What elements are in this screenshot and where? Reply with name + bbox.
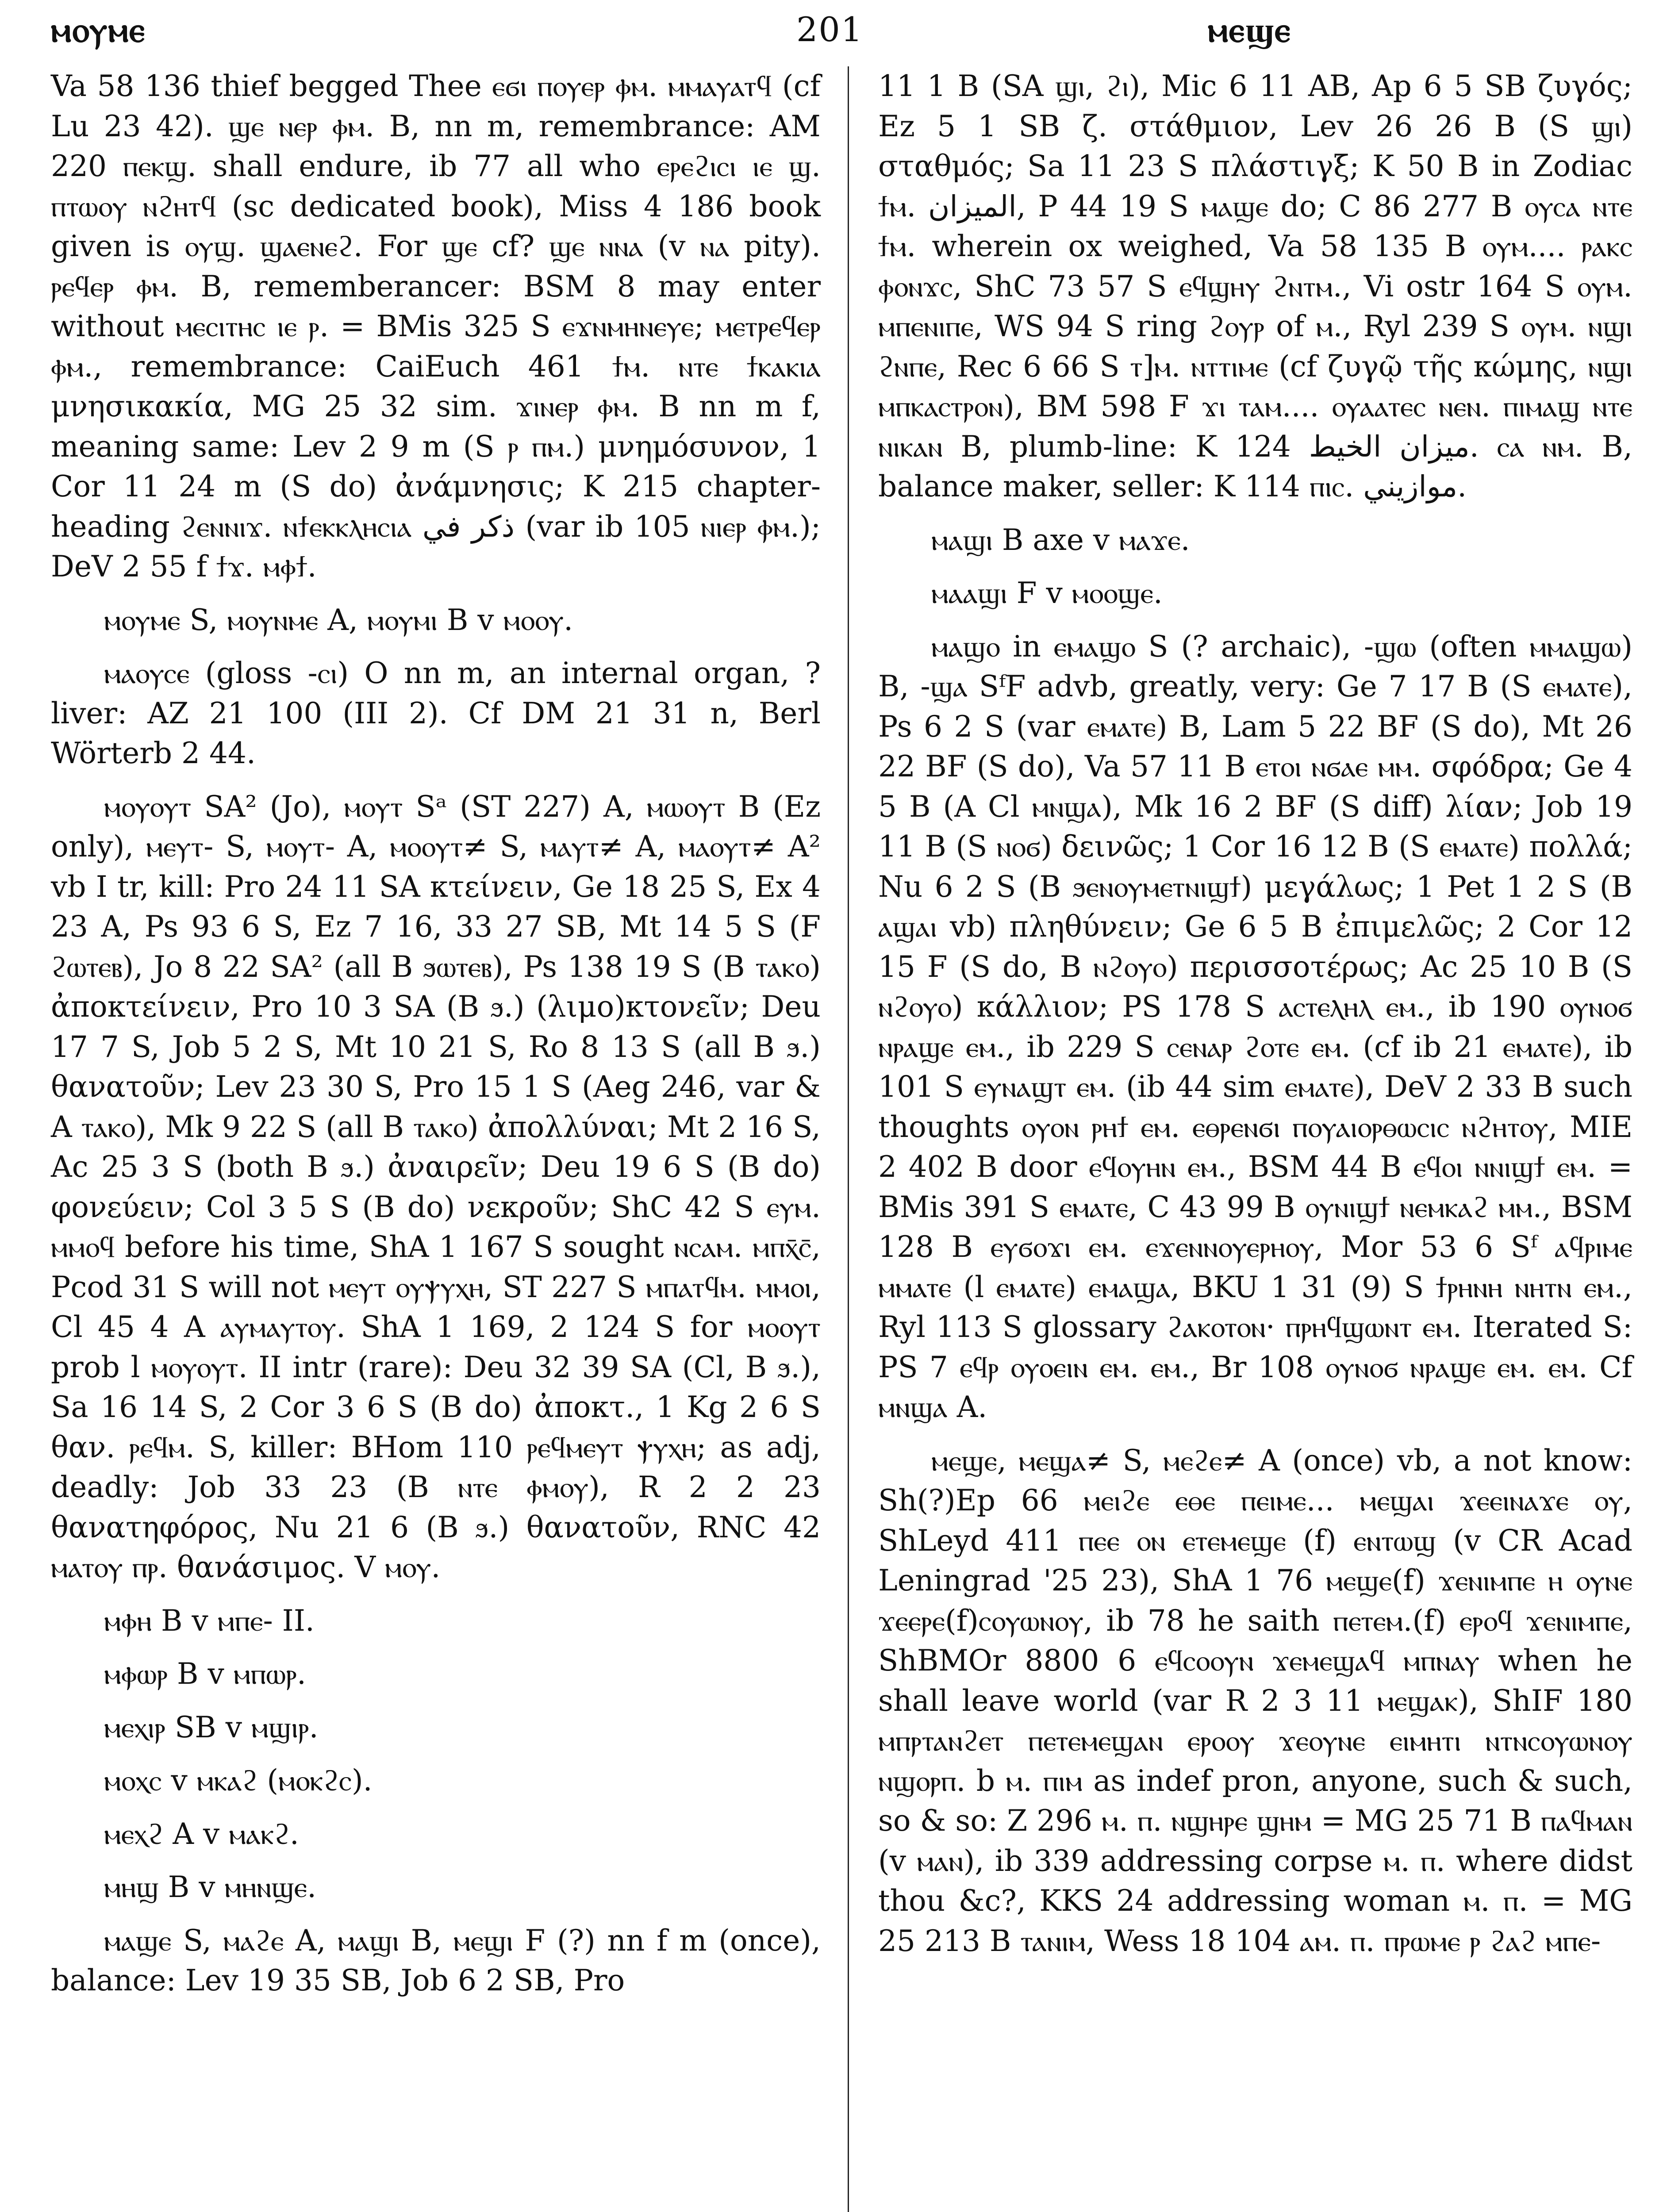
entry-text: Va 58 136 thief begged Thee ⲉϭⲓ ⲡⲟⲩⲉⲣ ⲫⲙ. ⲙⲙⲁⲩⲁⲧϥ (cf Lu 23 42). ϣⲉ ⲛⲉⲣ ⲫⲙ. B, nn m, remembrance: AM 220 ⲡⲉⲕϣ. shall endure, ib 77 all who ⲉⲣⲉϩⲓⲥⲓ ⲓⲉ ϣ. ⲡⲧⲱⲟⲩ ⲛϩⲏⲧϥ (sc dedicated book), Miss 4 186 book given is ⲟⲩϣ. ϣⲁⲉⲛⲉϩ. For ϣⲉ cf? ϣⲉ ⲛⲛⲁ (v ⲛⲁ pity). ⲣⲉϥⲉⲣ ⲫⲙ. B, rememberancer: BSM 8 may enter without ⲙⲉⲥⲓⲧⲏⲥ ⲓⲉ ⲣ. = BMis 325 S ⲉϫⲛⲙⲏⲛⲉⲩⲉ; ⲙⲉⲧⲣⲉϥⲉⲣ ⲫⲙ., remembrance: CaiEuch 461 ϯⲙ. ⲛⲧⲉ ϯⲕⲁⲕⲓⲁ μνησικακία, MG 25 32 sim. ϫⲓⲛⲉⲣ ⲫⲙ. B nn m f, meaning same: Lev 2 9 m (S ⲣ ⲡⲙ.) μνημόσυνον, 1 Cor 11 24 m (S do) ἀνάμνησις; K 215 chapter-heading ϩⲉⲛⲛⲓϫ. ⲛϯⲉⲕⲕⲗⲏⲥⲓⲁ ذكر في (var ib 105 ⲛⲓⲉⲣ ⲫⲙ.); DeV 2 55 f ϯϫ. ⲙⲫϯ. xyxy=(51,69,821,584)
running-head-left: ⲙⲟⲩⲙⲉ xyxy=(51,10,146,50)
entry-text: ⲙⲫⲏ B v ⲙⲡⲉ- II. xyxy=(104,1603,315,1638)
entry-text: ⲙⲉⲭⲓⲣ SB v ⲙϣⲓⲣ. xyxy=(104,1710,319,1744)
left-column xyxy=(51,66,821,2014)
entry-text: ⲙⲉϣⲉ, ⲙⲉϣⲁ≠ S, ⲙⲉϩⲉ≠ A (once) vb, a not know: Sh(?)Ep 66 ⲙⲉⲓϩⲉ ⲉⲑⲉ ⲡⲉⲓⲙⲉ... ⲙⲉϣⲁⲓ ϫⲉⲉⲓⲛⲁϫⲉ ⲟⲩ, ShLeyd 411 ⲡⲉⲉ ⲟⲛ ⲉⲧⲉⲙⲉϣⲉ (f) ⲉⲛⲧⲱϣ (v CR Acad Leningrad '25 23), ShA 1 76 ⲙⲉϣⲉ(f) ϫⲉⲛⲓⲙⲡⲉ ⲏ ⲟⲩⲛⲉ ϫⲉⲉⲣⲉ(f)ⲥⲟⲩⲱⲛⲟⲩ, ib 78 he saith ⲡⲉⲧⲉⲙ.(f) ⲉⲣⲟϥ ϫⲉⲛⲓⲙⲡⲉ, ShBMOr 8800 6 ⲉϥⲥⲟⲟⲩⲛ ϫⲉⲙⲉϣⲁϥ ⲙⲡⲛⲁⲩ when he shall leave world (var R 2 3 11 ⲙⲉϣⲁⲕ), ShIF 180 ⲙⲡⲣⲧⲁⲛϩⲉⲧ ⲡⲉⲧⲉⲙⲉϣⲁⲛ ⲉⲣⲟⲟⲩ ϫⲉⲟⲩⲛⲉ ⲉⲓⲙⲏⲧⲓ ⲛⲧⲛⲥⲟⲩⲱⲛⲟⲩ ⲛϣⲟⲣⲡ. b ⲙ. ⲡⲓⲙ as indef pron, anyone, such & such, so & so: Z 296 ⲙ. ⲡ. ⲛϣⲏⲣⲉ ϣⲏⲙ = MG 25 71 B ⲡⲁϥⲙⲁⲛ (v ⲙⲁⲛ), ib 339 addressing corpse ⲙ. ⲡ. where didst thou &c?, KKS 24 addressing woman ⲙ. ⲡ. = MG 25 213 B ⲧⲁⲛⲓⲙ, Wess 18 104 ⲁⲙ. ⲡ. ⲡⲣⲱⲙⲉ ⲣ ϩⲁϩ ⲙⲡⲉ- xyxy=(878,1443,1632,1958)
entry-text: ⲙⲁϣⲟ in ⲉⲙⲁϣⲟ S (? archaic), -ϣⲱ (often ⲙⲙⲁϣⲱ) B, -ϣⲁ SᶠF advb, greatly, very: Ge 7 17 B (S ⲉⲙⲁⲧⲉ), Ps 6 2 S (var ⲉⲙⲁⲧⲉ) B, Lam 5 22 BF (S do), Mt 26 22 BF (S do), Va 57 11 B ⲉⲧⲟⲓ ⲛϭⲁⲉ ⲙⲙ. σφόδρα; Ge 4 5 B (A Cl ⲙⲛϣⲁ), Mk 16 2 BF (S diff) λίαν; Job 19 11 B (S ⲛⲟϭ) δεινῶς; 1 Cor 16 12 B (S ⲉⲙⲁⲧⲉ) πολλά; Nu 6 2 S (B ϧⲉⲛⲟⲩⲙⲉⲧⲛⲓϣϯ) μεγάλως; 1 Pet 1 2 S (B ⲁϣⲁⲓ vb) πληθύνειν; Ge 6 5 B ἐπιμελῶς; 2 Cor 12 15 F (S do, B ⲛϩⲟⲩⲟ) περισσοτέρως; Ac 25 10 B (S ⲛϩⲟⲩⲟ) κάλλιον; PS 178 S ⲁⲥⲧⲉⲗⲏⲗ ⲉⲙ., ib 190 ⲟⲩⲛⲟϭ ⲛⲣⲁϣⲉ ⲉⲙ., ib 229 S ⲥⲉⲛⲁⲣ ϩⲟⲧⲉ ⲉⲙ. (cf ib 21 ⲉⲙⲁⲧⲉ), ib 101 S ⲉⲩⲛⲁϣⲧ ⲉⲙ. (ib 44 sim ⲉⲙⲁⲧⲉ), DeV 2 33 B such thoughts ⲟⲩⲟⲛ ⲣⲏϯ ⲉⲙ. ⲉⲑⲣⲉⲛϭⲓ ⲡⲟⲩⲁⲓⲟⲣⲑⲱⲥⲓⲥ ⲛϩⲏⲧⲟⲩ, MIE 2 402 B door ⲉϥⲟⲩⲏⲛ ⲉⲙ., BSM 44 B ⲉϥⲟⲓ ⲛⲛⲓϣϯ ⲉⲙ. = BMis 391 S ⲉⲙⲁⲧⲉ, C 43 99 B ⲟⲩⲛⲓϣϯ ⲛⲉⲙⲕⲁϩ ⲙⲙ., BSM 128 B ⲉⲩϭⲟϫⲓ ⲉⲙ. ⲉϫⲉⲛⲛⲟⲩⲉⲣⲏⲟⲩ, Mor 53 6 Sᶠ ⲁϥⲣⲓⲙⲉ ⲙⲙⲁⲧⲉ (l ⲉⲙⲁⲧⲉ) ⲉⲙⲁϣⲁ, BKU 1 31 (9) S ϯⲣⲏⲛⲏ ⲛⲏⲧⲛ ⲉⲙ., Ryl 113 S glossary ϩⲁⲕⲟⲧⲟⲛ· ⲡⲣⲏϥϣⲱⲛⲧ ⲉⲙ. Iterated S: PS 7 ⲉϥⲣ ⲟⲩⲟⲉⲓⲛ ⲉⲙ. ⲉⲙ., Br 108 ⲟⲩⲛⲟϭ ⲛⲣⲁϣⲉ ⲉⲙ. ⲉⲙ. Cf ⲙⲛϣⲁ A. xyxy=(878,629,1632,1424)
entry-text: ⲙⲁϣⲉ S, ⲙⲁϩⲉ A, ⲙⲁϣⲓ B, ⲙⲉϣⲓ F (?) nn f m (once), balance: Lev 19 35 SB, Job 6 2 SB, Pro xyxy=(51,1923,821,1997)
entry-text: ⲙⲁϣⲓ B axe v ⲙⲁϫⲉ. xyxy=(931,522,1190,557)
running-head-right: ⲙⲉϣⲉ xyxy=(1208,10,1291,50)
page-number: 201 xyxy=(796,10,864,49)
entry-text: ⲙⲟⲩⲟⲩⲧ SA² (Jo), ⲙⲟⲩⲧ Sᵃ (ST 227) A, ⲙⲱⲟⲩⲧ B (Ez only), ⲙⲉⲩⲧ- S, ⲙⲟⲩⲧ- A, ⲙⲟⲟⲩⲧ≠ S, ⲙⲁⲩⲧ≠ A, ⲙⲁⲟⲩⲧ≠ A² vb I tr, kill: Pro 24 11 SA κτείνειν, Ge 18 25 S, Ex 4 23 A, Ps 93 6 S, Ez 7 16, 33 27 SB, Mt 14 5 S (F ϩⲱⲧⲉⲃ), Jo 8 22 SA² (all B ϧⲱⲧⲉⲃ), Ps 138 19 S (B ⲧⲁⲕⲟ) ἀποκτείνειν, Pro 10 3 SA (B ϧ.) (λιμο)κτονεῖν; Deu 17 7 S, Job 5 2 S, Mt 10 21 S, Ro 8 13 S (all B ϧ.) θανατοῦν; Lev 23 30 S, Pro 15 1 S (Aeg 246, var & A ⲧⲁⲕⲟ), Mk 9 22 S (all B ⲧⲁⲕⲟ) ἀπολλύναι; Mt 2 16 S, Ac 25 3 S (both B ϧ.) ἀναιρεῖν; Deu 19 6 S (B do) φονεύειν; Col 3 5 S (B do) νεκροῦν; ShC 42 S ⲉⲩⲙ. ⲙⲙⲟϥ before his time, ShA 1 167 S sought ⲛⲥⲁⲙ. ⲙⲡⲭ̄ⲥ̄, Pcod 31 S will not ⲙⲉⲩⲧ ⲟⲩⲯⲩⲭⲏ, ST 227 S ⲙⲡⲁⲧϥⲙ. ⲙⲙⲟⲓ, Cl 45 4 A ⲁⲩⲙⲁⲩⲧⲟⲩ. ShA 1 169, 2 124 S for ⲙⲟⲟⲩⲧ prob l ⲙⲟⲩⲟⲩⲧ. II intr (rare): Deu 32 39 SA (Cl, B ϧ.), Sa 16 14 S, 2 Cor 3 6 S (B do) ἀποκτ., 1 Kg 2 6 S θαν. ⲣⲉϥⲙ. S, killer: BHom 110 ⲣⲉϥⲙⲉⲩⲧ ⲯⲩⲭⲏ; as adj, deadly: Job 33 23 (B ⲛⲧⲉ ⲫⲙⲟⲩ), R 2 2 23 θανατηφόρος, Nu 21 6 (B ϧ.) θανατοῦν, RNC 42 ⲙⲁⲧⲟⲩ ⲡⲣ. θανάσιμος. V ⲙⲟⲩ. xyxy=(51,789,821,1584)
entry-text: ⲙⲟⲭⲥ v ⲙⲕⲁϩ (ⲙⲟⲕϩⲥ). xyxy=(104,1763,373,1797)
entry-text: ⲙⲉⲭϩ A v ⲙⲁⲕϩ. xyxy=(104,1816,299,1851)
entry-text: ⲙⲁⲟⲩⲥⲉ (gloss -ⲥⲓ) O nn m, an internal organ, ? liver: AZ 21 100 (III 2). Cf DM 21 31 n, Berl Wörterb 2 44. xyxy=(51,656,821,770)
right-column xyxy=(878,66,1632,1974)
entry-text: ⲙⲁⲁϣⲓ F v ⲙⲟⲟϣⲉ. xyxy=(931,576,1163,610)
entry-text: ⲙⲏϣ B v ⲙⲏⲛϣⲉ. xyxy=(104,1870,317,1904)
entry-text: 11 1 B (SA ϣⲓ, ϩⲓ), Mic 6 11 AB, Ap 6 5 SB ζυγός; Ez 5 1 SB ζ. στάθμιον, Lev 26 26 B (S ϣⲓ) σταθμός; Sa 11 23 S πλάστιγξ; K 50 B in Zodiac ϯⲙ. الميزان, P 44 19 S ⲙⲁϣⲉ do; C 86 277 B ⲟⲩⲥⲁ ⲛⲧⲉ ϯⲙ. wherein ox weighed, Va 58 135 B ⲟⲩⲙ.... ⲣⲁⲕⲥ ⲫⲟⲛϫⲥ, ShC 73 57 S ⲉϥϣⲏⲩ ϩⲛⲧⲙ., Vi ostr 164 S ⲟⲩⲙ. ⲙⲡⲉⲛⲓⲡⲉ, WS 94 S ring ϩⲟⲩⲣ of ⲙ., Ryl 239 S ⲟⲩⲙ. ⲛϣⲓ ϩⲛⲡⲉ, Rec 6 66 S ⲧ]ⲙ. ⲛⲧⲧⲓⲙⲉ (cf ζυγῷ τῆς κώμης, ⲛϣⲓ ⲙⲡⲕⲁⲥⲧⲣⲟⲛ), BM 598 F ϫⲓ ⲧⲁⲙ.... ⲟⲩⲁⲁⲧⲉⲥ ⲛⲉⲛ. ⲡⲓⲙⲁϣ ⲛⲧⲉ ⲛⲓⲕⲁⲛ B, plumb-line: K 124 ميزان الخيط. ⲥⲁ ⲛⲙ. B, balance maker, seller: K 114 ⲡⲓⲥ. موازيني. xyxy=(878,69,1632,503)
running-head xyxy=(0,10,1667,58)
column-divider xyxy=(848,66,849,2212)
entry-text: ⲙⲟⲩⲙⲉ S, ⲙⲟⲩⲛⲙⲉ A, ⲙⲟⲩⲙⲓ B v ⲙⲟⲟⲩ. xyxy=(104,603,573,637)
entry-text: ⲙⲫⲱⲣ B v ⲙⲡⲱⲣ. xyxy=(104,1657,306,1691)
